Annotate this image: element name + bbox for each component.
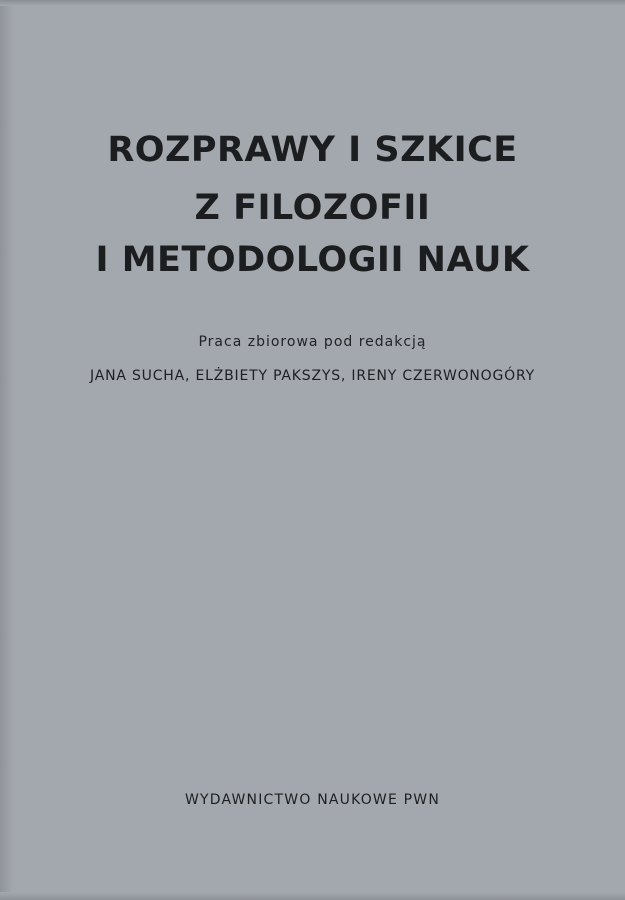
publisher-name: WYDAWNICTWO NAUKOWE PWN bbox=[184, 792, 441, 808]
cover-bottom-edge bbox=[0, 892, 625, 900]
editors-line: JANA SUCHA, ELŻBIETY PAKSZYS, IRENY CZERWONOGÓRY bbox=[90, 368, 535, 384]
cover-top-edge bbox=[0, 0, 625, 6]
title-line-1: ROZPRAWY I SZKICE bbox=[107, 130, 518, 170]
title-line-3: I METODOLOGII NAUK bbox=[95, 240, 530, 280]
title-line-2: Z FILOZOFII bbox=[194, 188, 431, 228]
subtitle: Praca zbiorowa pod redakcją bbox=[198, 334, 427, 350]
